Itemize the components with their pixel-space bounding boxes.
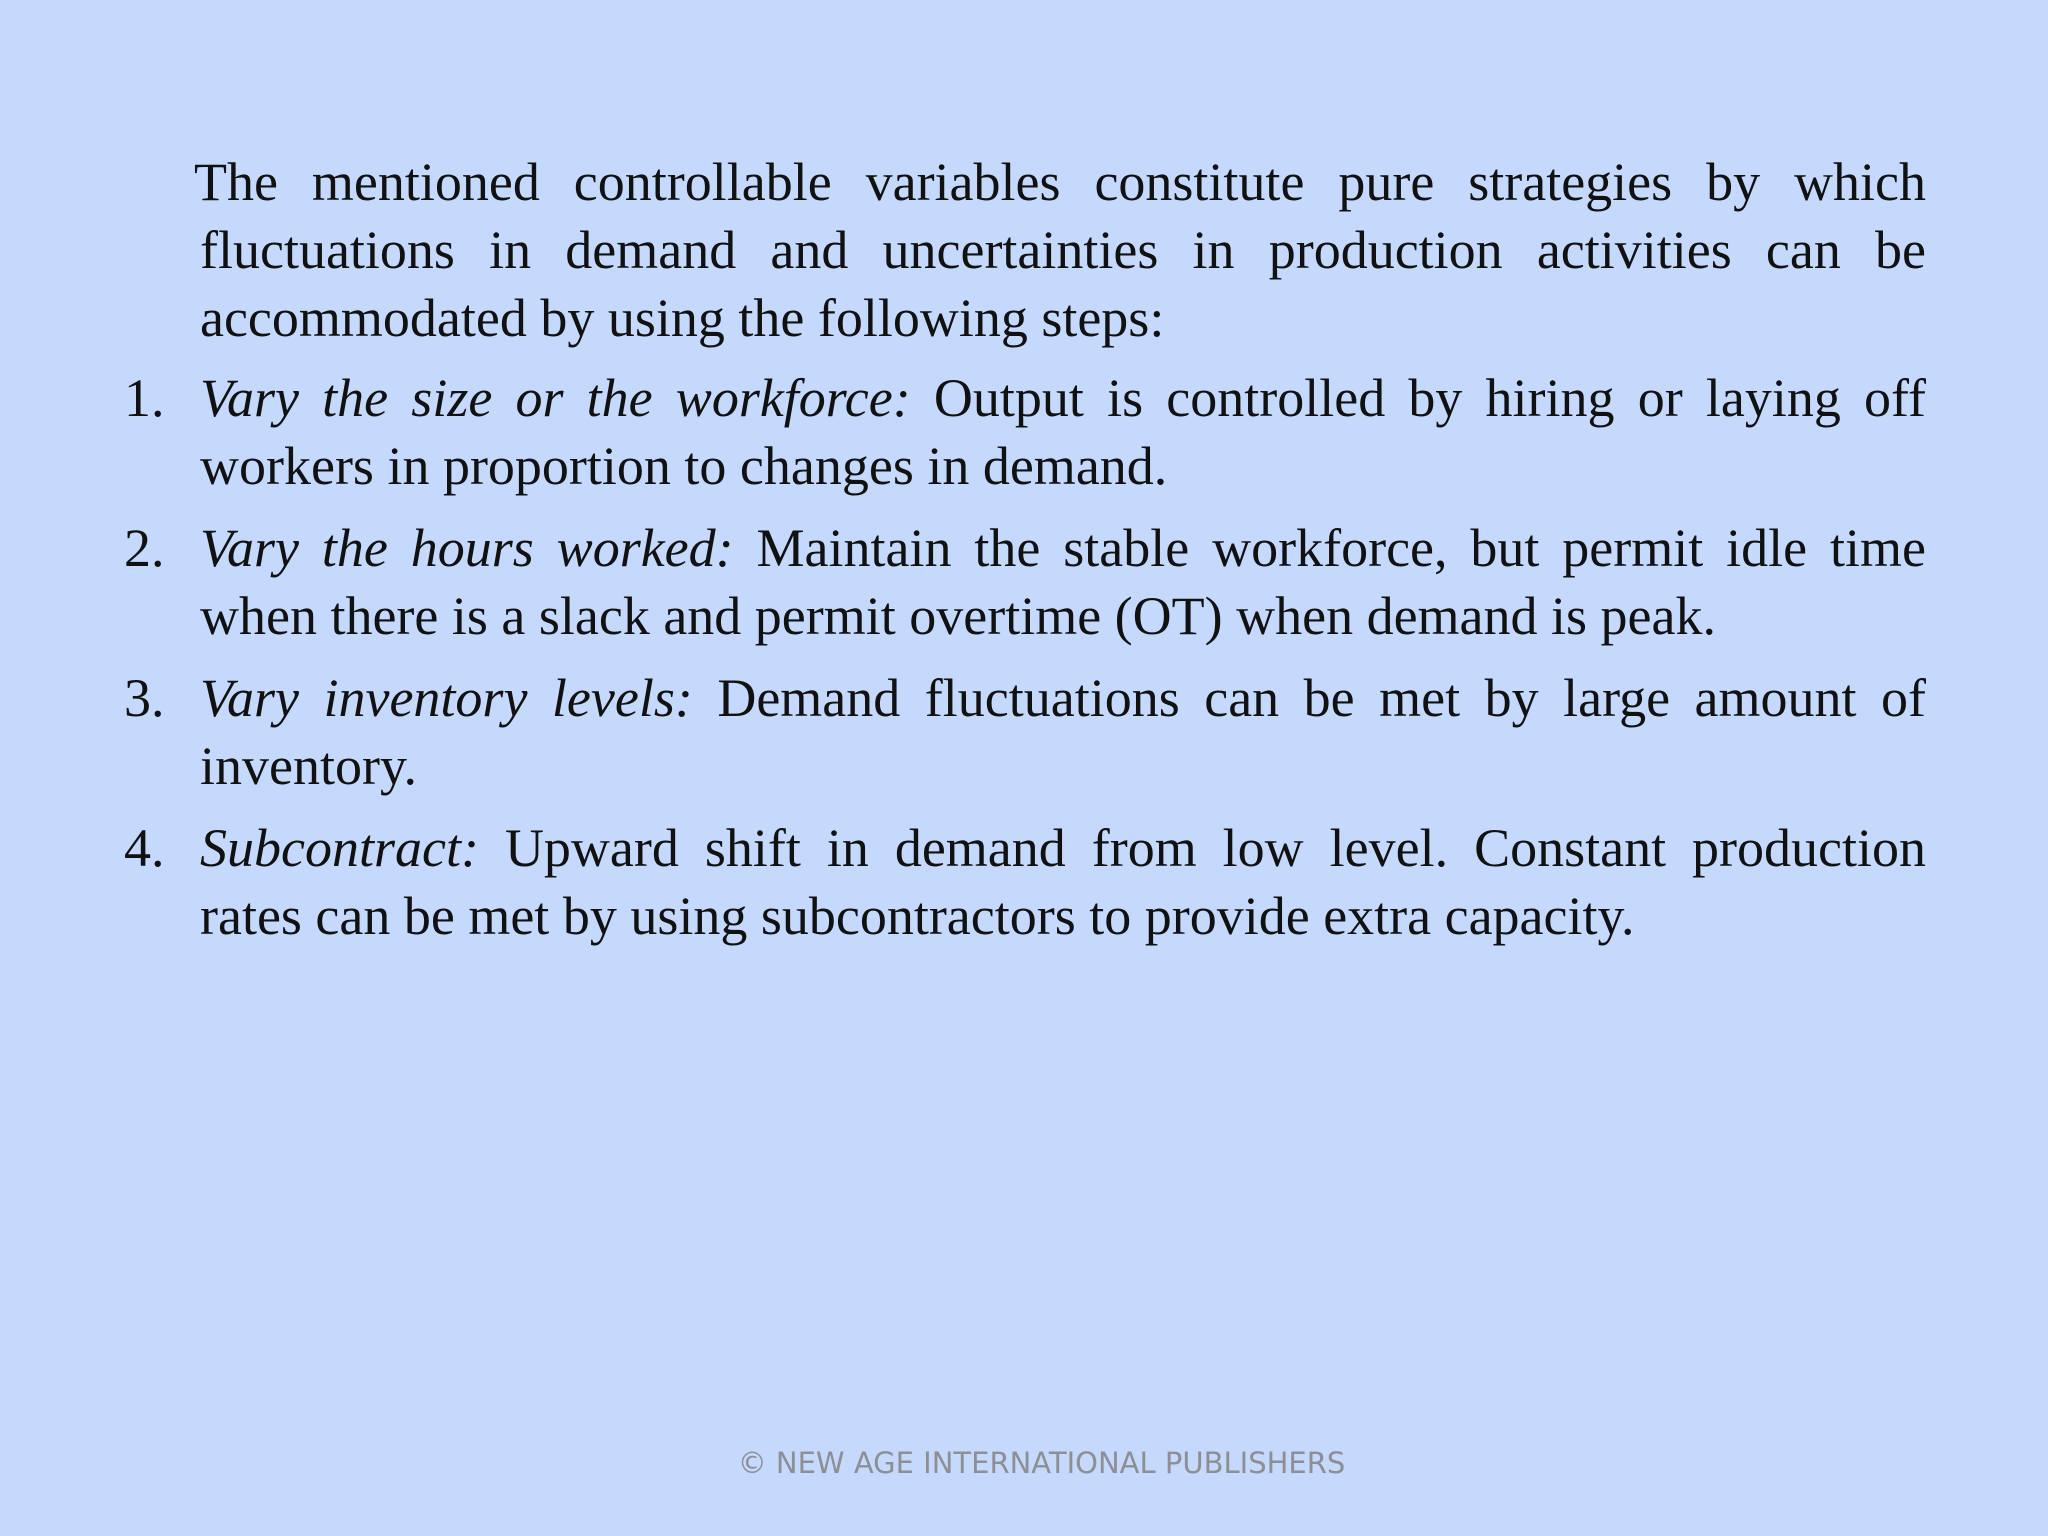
list-item-number: 3.: [124, 668, 165, 728]
list-item-text: Upward shift in demand from low level. Constant production rates can be met by using subcontractors to provide extra capacity.: [200, 818, 1927, 946]
list-item-number: 2.: [124, 518, 165, 578]
list-item-text: Demand fluctuations can be met by large amount of inventory.: [200, 668, 1927, 796]
list-item-text: Output is controlled by hiring or laying off workers in proportion to changes in demand.: [200, 368, 1926, 496]
list-item: [124, 664, 1926, 800]
list-item: [124, 814, 1926, 950]
slide-body: [124, 148, 1926, 964]
intro-paragraph: The mentioned controllable variables constitute pure strategies by which fluctuations in demand and uncertainties in production activities can be accommodated by using the following steps:: [194, 152, 1926, 348]
list-item-term: Vary the hours worked:: [200, 518, 734, 578]
strategy-list: [124, 364, 1926, 950]
publisher-footer: © NEW AGE INTERNATIONAL PUBLISHERS: [737, 1446, 1346, 1480]
list-item-number: 1.: [124, 368, 165, 428]
list-item-term: Vary the size or the workforce:: [200, 368, 911, 428]
list-item: [124, 514, 1926, 650]
list-item-term: Vary inventory levels:: [200, 668, 693, 728]
list-item-term: Subcontract:: [200, 818, 479, 878]
list-item: [124, 364, 1926, 500]
list-item-text: Maintain the stable workforce, but permit idle time when there is a slack and permit overtime (OT) when demand is peak.: [200, 518, 1927, 646]
list-item-number: 4.: [124, 818, 165, 878]
